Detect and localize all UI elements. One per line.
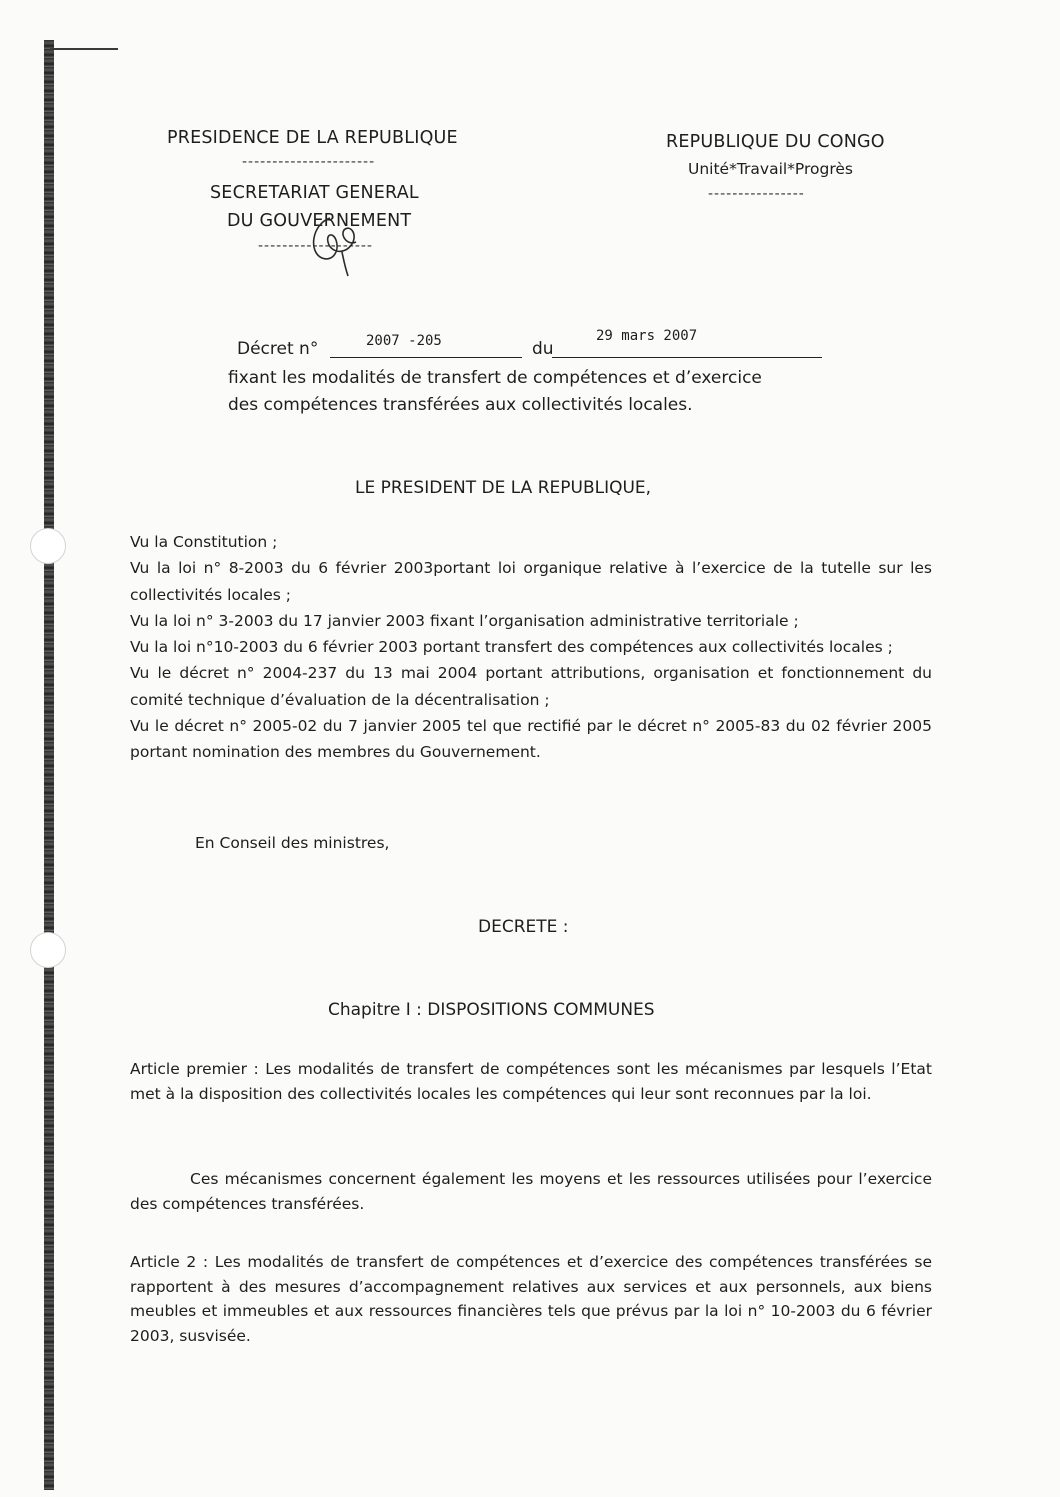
article-2: Article 2 : Les modalités de transfert de compétences et d’exercice des compétences transférées se rapportent à des mesures d’accompagnement relatives aux services et aux personnels, aux biens meubles et immeubles et aux ressources financières tels que prévus par la loi n° 10-2003 du 6 février 2003, susvisée. <box>130 1253 932 1345</box>
article-premier-para2: Ces mécanismes concernent également les moyens et les ressources utilisées pour l’exercice des compétences transférées. <box>130 1170 932 1213</box>
visa-loi-3-2003: Vu la loi n° 3-2003 du 17 janvier 2003 fixant l’organisation administrative territoriale ; <box>130 611 799 630</box>
initials-signature <box>300 212 370 278</box>
punch-hole-bottom <box>30 932 66 968</box>
decree-date-line <box>552 357 822 358</box>
header-gouvernement: DU GOUVERNEMENT <box>227 211 412 231</box>
chapter-heading: Chapitre I : DISPOSITIONS COMMUNES <box>328 1000 655 1020</box>
article-premier: Article premier : Les modalités de transfert de compétences sont les mécanismes par lesquels l’Etat met à la disposition des collectivités locales les compétences qui leur sont reconnues par la loi. <box>130 1060 932 1103</box>
header-secretariat: SECRETARIAT GENERAL <box>210 183 419 203</box>
punch-hole-top <box>30 528 66 564</box>
binding-strip <box>44 40 54 1490</box>
visa-decret-2005-02: Vu le décret n° 2005-02 du 7 janvier 2005 tel que rectifié par le décret n° 2005-83 du 02 février 2005 portant nomination des membres du Gouvernement. <box>130 717 932 762</box>
decree-number-line <box>330 357 522 358</box>
header-motto: Unité*Travail*Progrès <box>688 160 854 178</box>
decree-title-line2: des compétences transférées aux collectivités locales. <box>228 395 693 415</box>
visa-loi-8-2003: Vu la loi n° 8-2003 du 6 février 2003portant loi organique relative à l’exercice de la tutelle sur les collectivités locales ; <box>130 559 932 604</box>
header-republique-congo: REPUBLIQUE DU CONGO <box>666 132 885 152</box>
council-line: En Conseil des ministres, <box>195 834 390 852</box>
binding-top-mark <box>50 48 118 50</box>
decree-title-line1: fixant les modalités de transfert de compétences et d’exercice <box>228 368 762 388</box>
decree-date: 29 mars 2007 <box>596 328 698 344</box>
decree-du-label: du <box>532 339 554 359</box>
decrete-heading: DECRETE : <box>478 917 569 937</box>
header-left-separator: ---------------------- <box>242 154 376 170</box>
decree-number: 2007 -205 <box>366 333 442 349</box>
header-presidence: PRESIDENCE DE LA REPUBLIQUE <box>167 128 458 148</box>
decree-label: Décret n° <box>237 339 319 359</box>
visas-block <box>130 529 932 766</box>
president-heading: LE PRESIDENT DE LA REPUBLIQUE, <box>355 478 652 498</box>
visa-loi-10-2003: Vu la loi n°10-2003 du 6 février 2003 portant transfert des compétences aux collectivités locales ; <box>130 638 893 657</box>
header-right-separator: ---------------- <box>708 186 805 202</box>
header-left-separator-2: ------------------- <box>258 238 373 254</box>
visa-constitution: Vu la Constitution ; <box>130 533 278 551</box>
visa-decret-2004-237: Vu le décret n° 2004-237 du 13 mai 2004 portant attributions, organisation et fonctionnement du comité technique d’évaluation de la décentralisation ; <box>130 664 932 709</box>
